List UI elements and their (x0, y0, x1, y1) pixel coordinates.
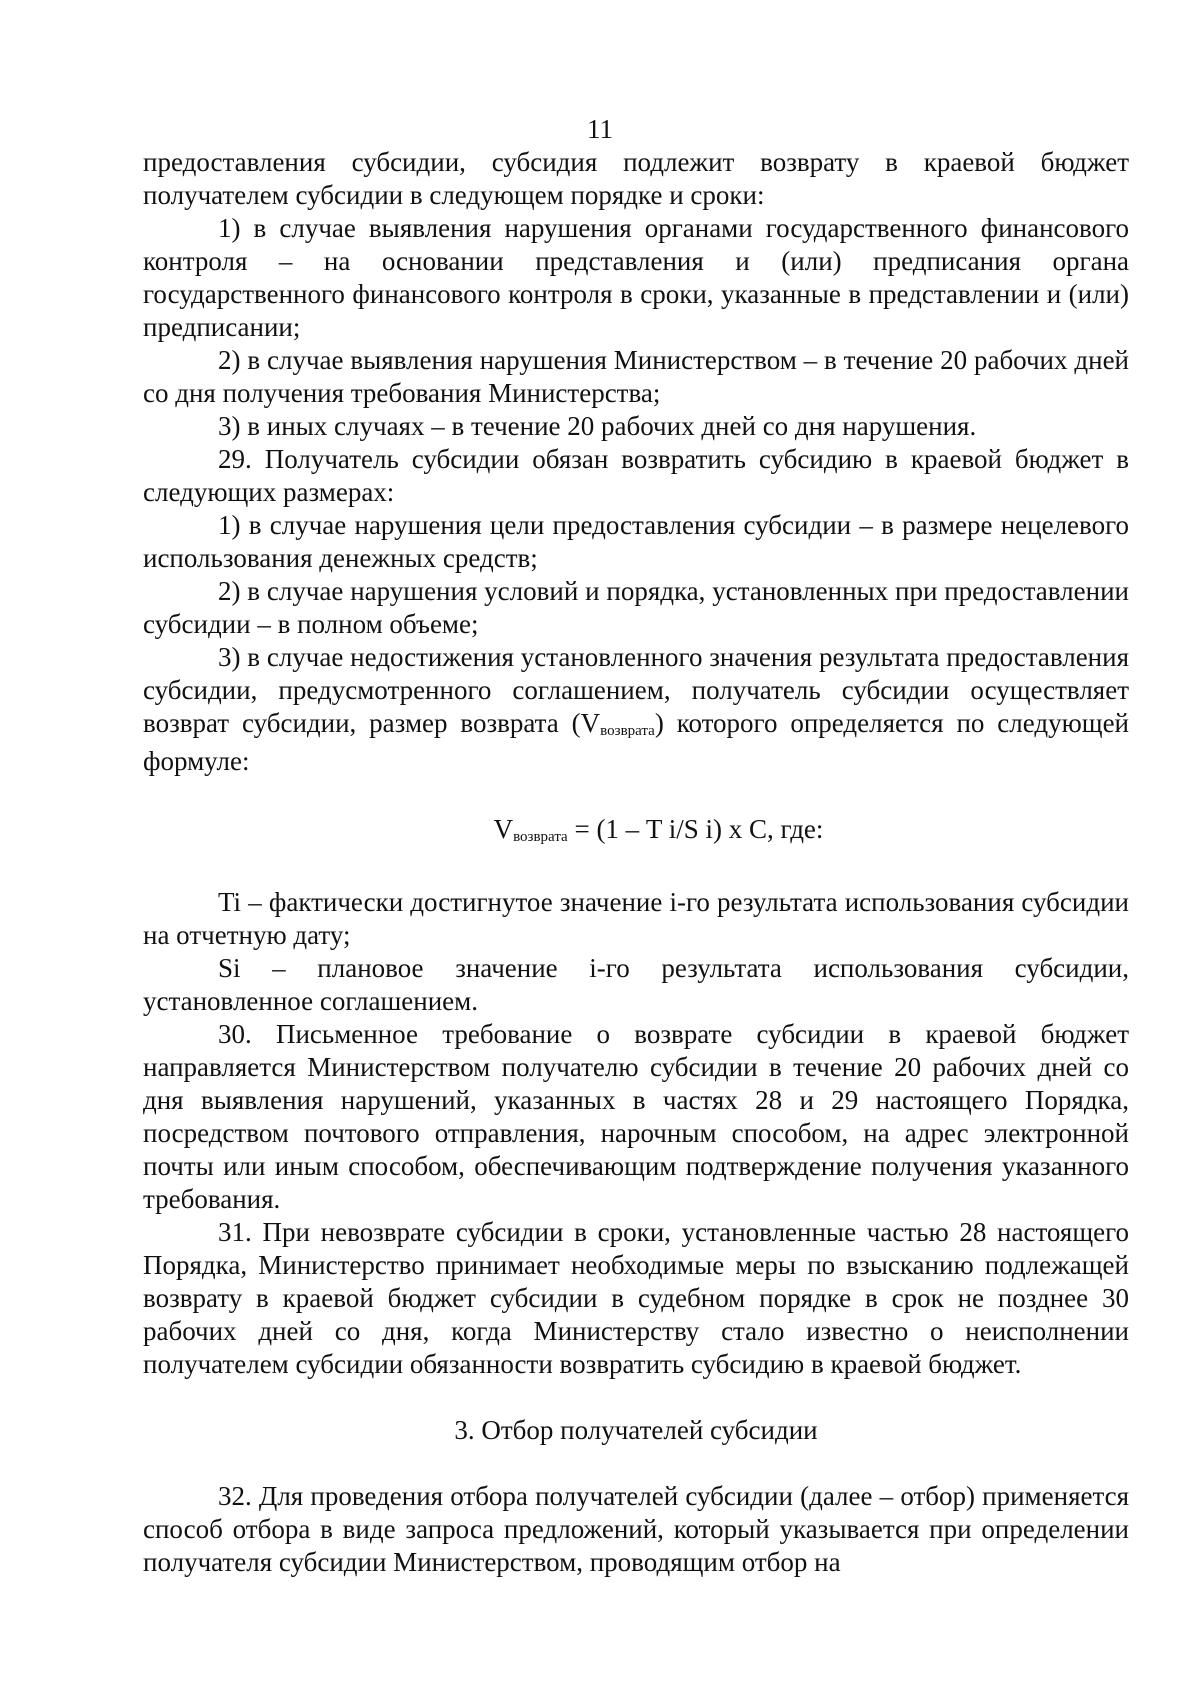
clause-text-before: 3) в случае недостижения установленного значения результата предоставления субсидии, предусмотренного соглашением, получатель субсидии осуществляет возврат субсидии, размер возврата (V (143, 642, 1129, 738)
paragraph: 30. Письменное требование о возврате субсидии в краевой бюджет направляется Министерством получателю субсидии в течение 20 рабочих дней со дня выявления нарушений, указанных в частях 28 и 29 настоящего Порядка, посредством почтового отправления, нарочным способом, на адрес электронной почты или иным способом, обеспечивающим подтверждение получения указанного требования. (143, 1019, 1129, 1214)
paragraph: 2) в случае нарушения условий и порядка, установленных при предоставлении субсидии – в полном объеме; (143, 576, 1129, 639)
paragraph: 2) в случае выявления нарушения Министерством – в течение 20 рабочих дней со дня получения требования Министерства; (143, 345, 1129, 408)
paragraph: Si – плановое значение i-го результата использования субсидии, установленное соглашением. (143, 953, 1129, 1016)
paragraph-group-before-formula (143, 146, 1129, 641)
paragraph-return-size-clause (143, 641, 1129, 778)
paragraph: 1) в случае нарушения цели предоставления субсидии – в размере нецелевого использования денежных средств; (143, 510, 1129, 573)
paragraph: 29. Получатель субсидии обязан возвратить субсидию в краевой бюджет в следующих размерах: (143, 444, 1129, 507)
document-body (143, 146, 1129, 1579)
section-heading: 3. Отбор получателей субсидии (454, 1415, 818, 1445)
clause-text-after: ) которого определяется по следующей формуле: (143, 708, 1129, 776)
paragraph-group-after-formula (143, 886, 1129, 1381)
formula-rest: = (1 – T i/S i) x C, где: (567, 814, 824, 844)
paragraph: 3) в иных случаях – в течение 20 рабочих дней со дня нарушения. (218, 411, 977, 441)
formula-subscript: возврата (513, 829, 568, 845)
return-formula (143, 813, 1129, 851)
paragraph: Ti – фактически достигнутое значение i-го результата использования субсидии на отчетную дату; (143, 887, 1129, 950)
clause-subscript: возврата (600, 723, 655, 739)
paragraph-group-after-heading (143, 1480, 1129, 1579)
paragraph: 32. Для проведения отбора получателей субсидии (далее – отбор) применяется способ отбора в виде запроса предложений, который указывается при определении получателя субсидии Министерством, проводящим отбор на (143, 1481, 1129, 1577)
formula-base: V (493, 814, 514, 844)
page-number: 11 (587, 114, 613, 144)
paragraph: предоставления субсидии, субсидия подлежит возврату в краевой бюджет получателем субсидии в следующем порядке и сроки: (143, 147, 1129, 210)
paragraph: 1) в случае выявления нарушения органами государственного финансового контроля – на основании представления и (или) предписания органа государственного финансового контроля в сроки, указанные в представлении и (или) предписании; (143, 213, 1129, 342)
paragraph: 31. При невозврате субсидии в сроки, установленные частью 28 настоящего Порядка, Министерство принимает необходимые меры по взысканию подлежащей возврату в краевой бюджет субсидии в судебном порядке в срок не позднее 30 рабочих дней со дня, когда Министерству стало известно о неисполнении получателем субсидии обязанности возвратить субсидию в краевой бюджет. (143, 1217, 1129, 1379)
